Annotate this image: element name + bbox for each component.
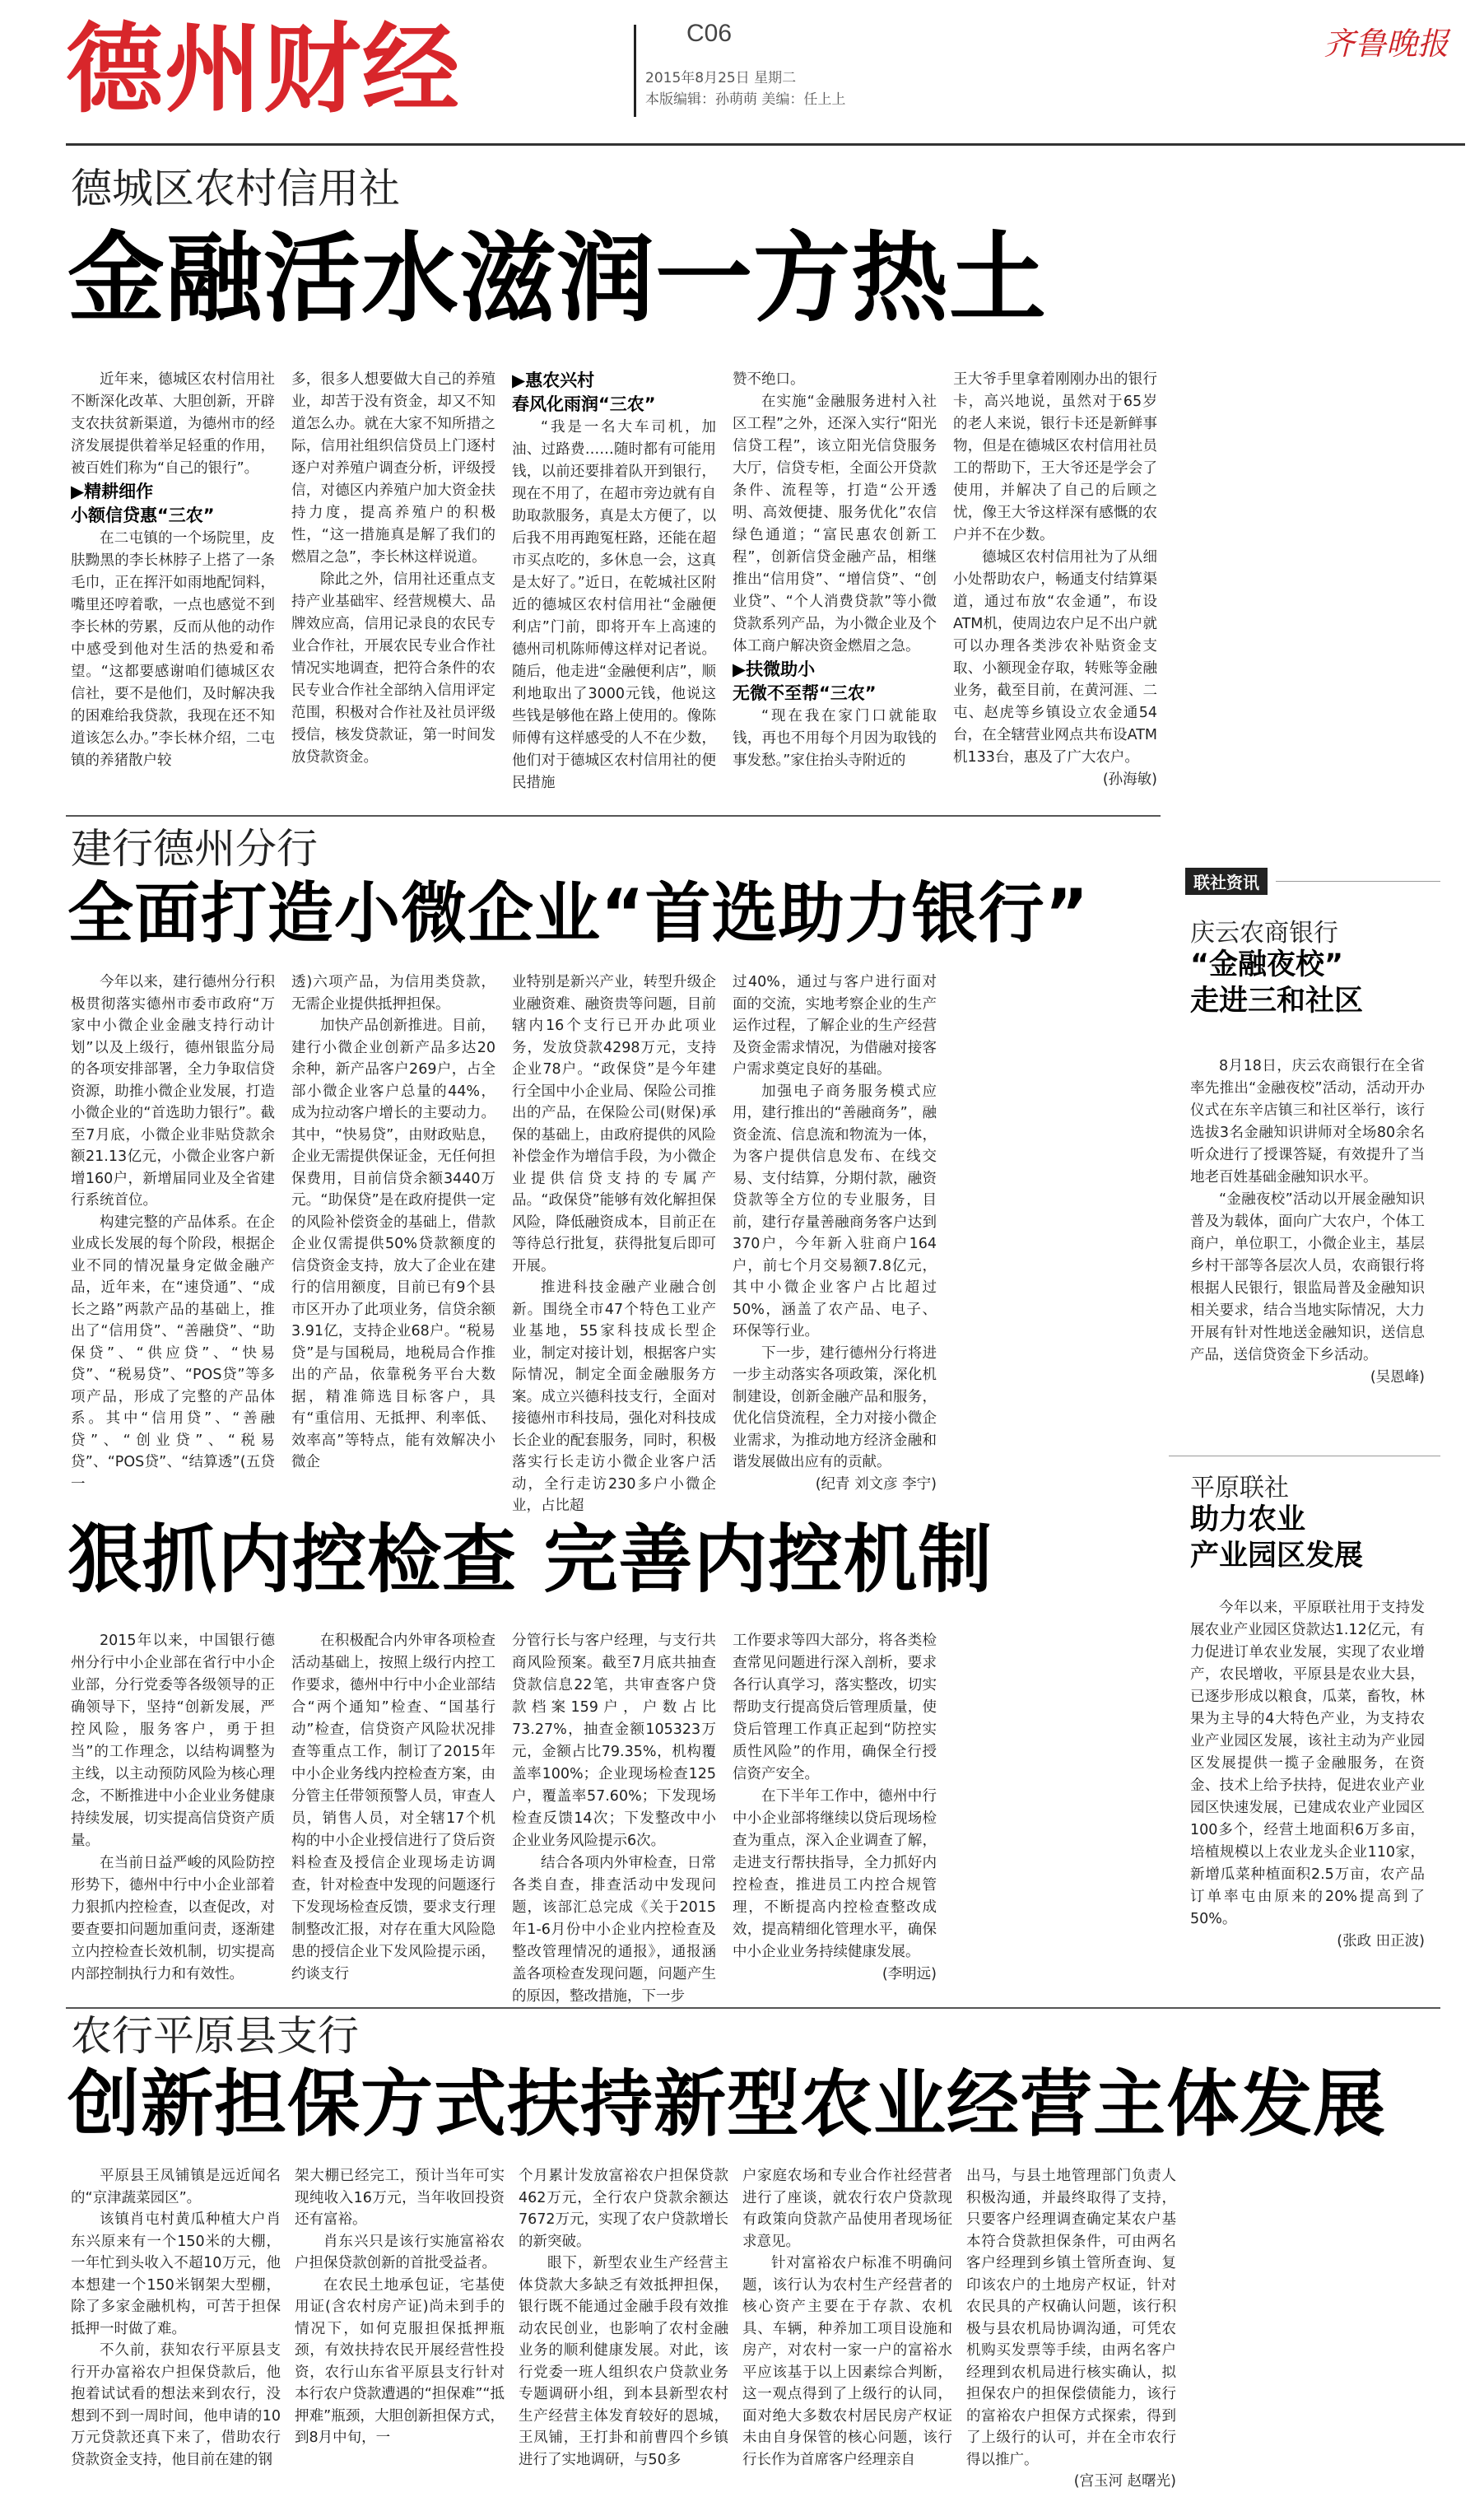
sidebar-story2-body: [1190, 1597, 1425, 2001]
article4-headline: 创新担保方式扶持新型农业经营主体发展: [67, 2061, 1387, 2146]
newspaper-logo: 齐鲁晚报: [1324, 26, 1449, 62]
article2-column: [733, 971, 937, 1498]
sidebar-story1-title-line1: “金融夜校”: [1190, 948, 1344, 981]
article3-column: [733, 1630, 937, 2001]
article4-column: [742, 2165, 952, 2503]
paragraph: 加强电子商务服务模式应用，建行推出的“善融商务”，融资金流、信息流和物流为一体，为客户提供信息发布、在线交易、支付结算，分期付款，融资贷款等全方位的专业服务，目前，建行存量善融商务客户达到370户，今年新入驻商户164户，前七个月交易额7.8亿元，其中小微企业客户占比超过50%，涵盖了农产品、电子、环保等行业。: [733, 1083, 937, 1339]
paragraph: 工作要求等四大部分，将各类检查常见问题进行深入剖析，要求各行认真学习，落实整改，切实帮助支行提高贷后管理质量，使贷后管理工作真正起到“防控实质性风险”的作用，确保全行授信资产安全。: [733, 1633, 937, 1782]
paragraph: 不久前，获知农行平原县支行开办富裕农户担保贷款后，他抱着试试看的想法来到农行，没想到不到一周时间，他申请的10万元贷款还真下来了，借助农行贷款资金支持，他目前在建的钢: [71, 2342, 281, 2468]
article3-headline: 狠抓内控检查 完善内控机制: [67, 1516, 993, 1603]
paragraph: 该镇肖屯村黄瓜种植大户肖东兴原来有一个150米的大棚，一年忙到头收入不超10万元，他本想建一个150米钢架大型棚，除了多家金融机构，可苦于担保抵押一时做了难。: [71, 2211, 281, 2337]
page-number: C06: [686, 20, 733, 47]
sidebar-story2-paragraph: 今年以来，平原联社用于支持发展农业产业园区贷款达1.12亿元，有力促进订单农业发展，实现了农业增产，农民增收，平原县是农业大县，已逐步形成以粮食，瓜菜，畜牧，林果为主导的4大特色产业，为支持农业产业园区发展，该社主动为产业园区发展提供一揽子金融服务，在资金、技术上给予扶持，促进农业产业园区快速发展，已建成农业产业园区100多个，经营土地面积6万多亩，培植规模以上农业龙头企业110家，新增瓜菜种植面积2.5万亩，农产品订单率屯由原来的20%提高到了50%。: [1190, 1600, 1425, 1927]
article1-bottom-rule: [66, 815, 1161, 817]
sidebar-story2-title-line1: 助力农业: [1190, 1503, 1306, 1536]
article1-column: [71, 369, 275, 809]
paragraph: 近年来，德城区农村信用社不断深化改革、大胆创新，开辟支农扶贫新渠道，为德州市的经济发展提供着举足轻重的作用，被百姓们称为“自己的银行”。: [71, 371, 275, 477]
paragraph: 王大爷手里拿着刚刚办出的银行卡，高兴地说，虽然对于65岁的老人来说，银行卡还是新鲜事物，但是在德城区农村信用社员工的帮助下，王大爷还是学会了使用，并解决了自己的后顾之忧，像王大爷这样深有感慨的农户并不在少数。: [953, 371, 1157, 543]
sidebar-story1-body: [1190, 1055, 1425, 1442]
article1-headline: 金融活水滋润一方热土: [67, 221, 1048, 335]
paragraph: 在二屯镇的一个场院里，皮肤黝黑的李长林脖子上搭了一条毛巾，正在挥汗如雨地配饲料，嘴里还哼着歌，一点也感觉不到李长林的劳累，反而从他的动作中感受到他对生活的热爱和希望。“这都要感谢咱们德城区农信社，要不是他们，及时解决我的困难给我贷款，我现在还不知道该怎么办。”李长林介绍，二屯镇的养猪散户较: [71, 530, 275, 769]
sidebar-story1-title: [1190, 947, 1363, 1019]
article3-column: [512, 1630, 716, 2005]
article4-column: [966, 2165, 1176, 2503]
paragraph: 结合各项内外审检查，日常各类自查，排查活动中发现问题，该部汇总完成《关于2015年1-6月份中小企业内控检查及整改管理情况的通报》，通报涵盖各项检查发现问题，问题产生的原因，整改措施，下一步: [512, 1855, 716, 2005]
paragraph: “现在我在家门口就能取钱，再也不用每个月因为取钱的事发愁。”家住抬头寺附近的: [733, 708, 937, 769]
subheading: ▶精耕细作: [71, 482, 154, 501]
subheading: ▶惠农兴村: [512, 370, 595, 390]
article3-bottom-rule: [66, 2007, 1440, 2009]
paragraph: 在农民土地承包证，宅基使用证(含农村房产证)尚未到手的情况下，如何克服担保抵押瓶颈，有效扶持农民开展经营性投资，农行山东省平原县支行针对本行农户贷款遭遇的“担保难”“抵押难”瓶颈，大胆创新担保方式，到8月中旬，一: [295, 2276, 505, 2446]
subheading: 无微不至帮“三农”: [733, 683, 877, 703]
paragraph: 针对富裕农户标准不明确问题，该行认为农村生产经营者的核心资产主要在于存款、农机具、车辆，种养加工项目设施和房产，对农村一家一户的富裕水平应该基于以上因素综合判断，这一观点得到了上级行的认同，面对绝大多数农村居民房产权证未由自身保管的核心问题，该行行长作为首席客户经理亲自: [742, 2255, 952, 2468]
paragraph: 个月累计发放富裕农户担保贷款462万元，全行农户贷款余额达7672万元，实现了农户贷款增长的新突破。: [519, 2168, 728, 2250]
paragraph: “我是一名大车司机，加油、过路费……随时都有可能用钱，以前还要排着队开到银行，现在不用了，在超市旁边就有自助取款服务，真是太方便了，以后我不用再跑冤枉路，还能在超市买点吃的，多休息一会，这真是太好了。”近日，在乾城社区附近的德城区农村信用社“金融便利店”门前，即将开车上高速的德州司机陈师傅这样对记者说。随后，他走进“金融便利店”，顺利地取出了3000元钱，他说这些钱是够他在路上使用的。像陈师傅有这样感受的人不在少数，他们对于德城区农村信用社的便民措施: [512, 419, 716, 791]
subheading: 小额信贷惠“三农”: [71, 505, 215, 525]
paragraph: 德城区农村信用社为了从细小处帮助农户，畅通支付结算渠道，通过布放“农金通”，布设ATM机，使周边农户足不出户就可以办理各类涉农补贴资金支取、小额现金存取，转账等金融业务，截至目前，在黄河涯、二屯、赵虎等乡镇设立农金通54台，在全辖营业网点共布设ATM机133台，惠及了广大农户。: [953, 549, 1157, 766]
paragraph: 在下半年工作中，德州中行中小企业部将继续以贷后现场检查为重点，深入企业调查了解，走进支行帮扶指导，全力抓好内控检查，推进员工内控合规管理，不断提高内控检查整改成效，提高精细化管理水平，确保中小企业业务持续健康发展。: [733, 1788, 937, 1960]
sidebar-tag-rule: [1276, 881, 1440, 882]
sidebar-story1-byline: (吴恩峰): [1370, 1369, 1425, 1386]
paragraph: 出马，与县土地管理部门负责人积极沟通，并最终取得了支持，只要客户经理调查确定某农户基本符合贷款担保条件，可由两名客户经理到乡镇土管所查询、复印该农户的土地房产权证，针对农民具的产权确认问题，该行积极与县农机局协调沟通，可凭农机购买发票等手续，由两名客户经理到农机局进行核实确认，拟担保农户的担保偿债能力，该行的富裕农户担保方式探索，得到了上级行的认可，并在全市农行得以推广。: [966, 2168, 1176, 2468]
paragraph: 除此之外，信用社还重点支持产业基础牢、经营规模大、品牌效应高，信用记录良的农民专业合作社，开展农民专业合作社情况实地调查，把符合条件的农民专业合作社全部纳入信用评定范围，积极对合作社及社员评级授信，核发贷款证，第一时间发放贷款资金。: [291, 571, 495, 766]
section-title: 德州财经: [66, 12, 462, 126]
paragraph: 透)六项产品，为信用类贷款，无需企业提供抵押担保。: [291, 974, 495, 1013]
sidebar-story2-kicker: 平原联社: [1190, 1474, 1289, 1502]
paragraph: 平原县王凤铺镇是远近闻名的“京津蔬菜园区”。: [71, 2168, 281, 2206]
byline: (纪青 刘文彦 李宁): [815, 1475, 937, 1493]
sidebar-story1-title-line2: 走进三和社区: [1190, 985, 1364, 1018]
paragraph: 架大棚已经完工，预计当年可实现纯收入16万元，当年收回投资还有富裕。: [295, 2168, 505, 2228]
subheading: 春风化雨润“三农”: [512, 394, 656, 414]
paragraph: 加快产品创新推进。目前，建行小微企业创新产品多达20余种，新产品客户269户，占全部小微企业客户总量的44%，成为拉动客户增长的主要动力。其中，“快易贷”，由财政贴息，企业无需提供保证金，无任何担保费用，目前信贷余额3440万元。“助保贷”是在政府提供一定的风险补偿资金的基础上，借款企业仅需提供50%贷款额度的信贷资金支持，放大了企业在建行的信用额度，目前已有9个县市区开办了此项业务，信贷余额3.91亿，支持企业68户。“税易贷”是与国税局，地税局合作推出的产品，依靠税务平台大数据，精准筛选目标客户，具有“重信用、无抵押、利率低、效率高”等特点，能有效解决小微企: [291, 1018, 495, 1470]
article2-kicker: 建行德州分行: [71, 825, 318, 873]
article3-column: [291, 1630, 495, 2001]
sidebar-story2-title-line2: 产业园区发展: [1190, 1540, 1364, 1572]
paragraph: 肖东兴只是该行实施富裕农户担保贷款创新的首批受益者。: [295, 2233, 505, 2271]
article3-column: [71, 1630, 275, 2001]
paragraph: 在实施“金融服务进村入社区工程”之外，还深入实行“阳光信贷工程”，该立阳光信贷服务大厅，信贷专柜，全面公开贷款条件、流程等，打造“公开透明、高效便捷、服务优化”农信绿色通道；“富民惠农创新工程”，创新信贷金融产品，相继推出“信用贷”、“增信贷”、“创业贷”、“个人消费贷款”等小微贷款系列产品，为小微企业及个体工商户解决资金燃眉之急。: [733, 394, 937, 655]
masthead-divider: [634, 25, 636, 117]
article2-headline: 全面打造小微企业“首选助力银行”: [67, 875, 1090, 952]
article1-kicker: 德城区农村信用社: [71, 165, 400, 212]
paragraph: 下一步，建行德州分行将进一步主动落实各项政策，深化机制建设，创新金融产品和服务，优化信贷流程，全力对接小微企业需求，为推动地方经济金融和谐发展做出应有的贡献。: [733, 1344, 937, 1470]
paragraph: 业特别是新兴产业，转型升级企业融资难、融资贵等问题，目前辖内16个支行已开办此项业务，发放贷款4298万元，支持企业78户。“政保贷”是今年建行全国中小企业局、保险公司推出的产品，在保险公司(财保)承保的基础上，由政府提供的风险补偿金作为增信手段，为小微企业提供信贷支持的专属产品。“政保贷”能够有效化解担保风险，降低融资成本，目前正在等待总行批复，获得批复后即可开展。: [512, 974, 716, 1274]
sidebar-story1-paragraph: “金融夜校”活动以开展金融知识普及为载体，面向广大农户，个体工商户，单位职工，小微企业主，基层乡村干部等各层次人员，农商银行将根据人民银行，银监局普及金融知识相关要求，结合当地实际情况，大力开展有针对性地送金融知识，送信息产品，送信贷资金下乡活动。: [1190, 1191, 1425, 1363]
date-line: 2015年8月25日 星期二: [645, 70, 797, 86]
paragraph: 构建完整的产品体系。在企业成长发展的每个阶段，根据企业不同的情况量身定做金融产品，近年来，在“速贷通”、“成长之路”两款产品的基础上，推出了“信用贷”、“善融贷”、“助保贷”、“供应贷”、“快易贷”、“税易贷”、“POS贷”等多项产品，形成了完整的产品体系。其中“信用贷”、“善融贷”、“创业贷”、“税易贷”、“POS贷”、“结算透”(五贷一: [71, 1214, 275, 1493]
article4-column: [519, 2165, 728, 2503]
paragraph: 赞不绝口。: [733, 371, 805, 388]
paragraph: 眼下，新型农业生产经营主体贷款大多缺乏有效抵押担保，银行既不能通过金融手段有效推动农民创业，也影响了农村金融业务的顺利健康发展。对此，该行党委一班人组织农户贷款业务专题调研小组，到本县新型农村生产经营主体发育较好的恩城，王凤铺，王打卦和前曹四个乡镇进行了实地调研，与50多: [519, 2255, 728, 2468]
sidebar-tag: 联社资讯: [1185, 868, 1268, 895]
article4-column: [295, 2165, 505, 2503]
article4-kicker: 农行平原县支行: [71, 2012, 359, 2060]
byline: (孙海敏): [1102, 771, 1157, 788]
paragraph: 在当前日益严峻的风险防控形势下，德州中行中小企业部着力狠抓内控检查，以查促改，对要查要扣问题加重问责，逐渐建立内控检查长效机制，切实提高内部控制执行力和有效性。: [71, 1855, 275, 1982]
byline: (李明远): [882, 1966, 937, 1982]
paragraph: 户家庭农场和专业合作社经营者进行了座谈，就农行农户贷款现有政策向贷款产品使用者现场征求意见。: [742, 2168, 952, 2250]
paragraph: 今年以来，建行德州分行积极贯彻落实德州市委市政府“万家中小微企业金融支持行动计划”以及上级行，德州银监分局的各项安排部署，全力争取信贷资源，助推小微企业发展，打造小微企业的“首选助力银行”。截至7月底，小微企业非贴贷款余额21.13亿元，小微企业客户新增160户，新增届同业及全省建行系统首位。: [71, 974, 275, 1209]
paragraph: 分管行长与客户经理，与支行共商风险预案。截至7月底共抽查贷款信息22笔，共审查客户贷款档案159户，户数占比73.27%，抽查金额105323万元，金额占比79.35%，机构覆盖率100%；企业现场检查125户，覆盖率57.60%；下发现场检查反馈14次；下发整改中小企业业务风险提示6次。: [512, 1633, 716, 1849]
editors-line: 本版编辑：孙萌萌 美编：任上上: [645, 91, 846, 108]
sidebar-story2-byline: (张政 田正波): [1337, 1933, 1425, 1950]
byline: (宫玉河 赵曙光): [1073, 2473, 1176, 2490]
sidebar-story2-title: [1190, 1502, 1363, 1574]
sidebar-story1-kicker: 庆云农商银行: [1190, 919, 1338, 948]
article1-column: [733, 369, 937, 809]
paragraph: 多，很多人想要做大自己的养殖业，却苦于没有资金，却又不知道怎么办。就在大家不知所措之际，信用社组织信贷员上门逐村逐户对养殖户调查分析，评级授信，对德区内养殖户加大资金扶持力度，提高养殖户的积极性，“这一措施真是解了我们的燃眉之急”，李长林这样说道。: [291, 371, 495, 566]
paragraph: 在积极配合内外审各项检查活动基础上，按照上级行内控工作要求，德州中行中小企业部结合“两个通知”检查、“国基行动”检查，信贷资产风险状况排查等重点工作，制订了2015年中小企业务线内控检查方案，由分管主任带领预警人员，审查人员，销售人员，对全辖17个机构的中小企业授信进行了贷后资料检查及授信企业现场走访调查，针对检查中发现的问题逐行下发现场检查反馈，要求支行理制整改汇报，对存在重大风险隐患的授信企业下发风险提示函，约谈支行: [291, 1633, 495, 1982]
article2-column: [71, 971, 275, 1498]
subheading: ▶扶微助小: [733, 659, 816, 679]
article4-column: [71, 2165, 281, 2503]
article1-column: [512, 369, 716, 809]
paragraph: 2015年以来，中国银行德州分行中小企业部在省行中小企业部，分行党委等各级领导的正确领导下，坚持“创新发展，严控风险，服务客户，勇于担当”的工作理念，以结构调整为主线，以主动预防风险为核心理念，不断推进中小企业业务健康持续发展，切实提高信贷资产质量。: [71, 1633, 275, 1849]
masthead-rule: [66, 143, 1465, 146]
sidebar-story1-paragraph: 8月18日，庆云农商银行在全省率先推出“金融夜校”活动，活动开办仪式在东辛店镇三和社区举行，该行选拔3名金融知识讲师对全场80余名听众进行了授课答疑，有效提升了当地老百姓基础金融知识水平。: [1190, 1058, 1425, 1186]
article2-column: [291, 971, 495, 1498]
article2-column: [512, 971, 716, 1514]
article1-column: [953, 369, 1157, 809]
paragraph: 过40%，通过与客户进行面对面的交流，实地考察企业的生产运作过程，了解企业的生产经营及资金需求情况，为借融对接客户需求奠定良好的基础。: [733, 974, 937, 1078]
masthead-meta: [645, 68, 845, 110]
article1-column: [291, 369, 495, 809]
paragraph: 推进科技金融产业融合创新。围绕全市47个特色工业产业基地，55家科技成长型企业，制定对接计划，根据客户实际情况，制定全面金融服务方案。成立兴德科技支行，全面对接德州市科技局，强化对科技成长企业的配套服务，同时，积极落实行长走访小微企业客户活动，全行走访230多户小微企业，占比超: [512, 1279, 716, 1514]
